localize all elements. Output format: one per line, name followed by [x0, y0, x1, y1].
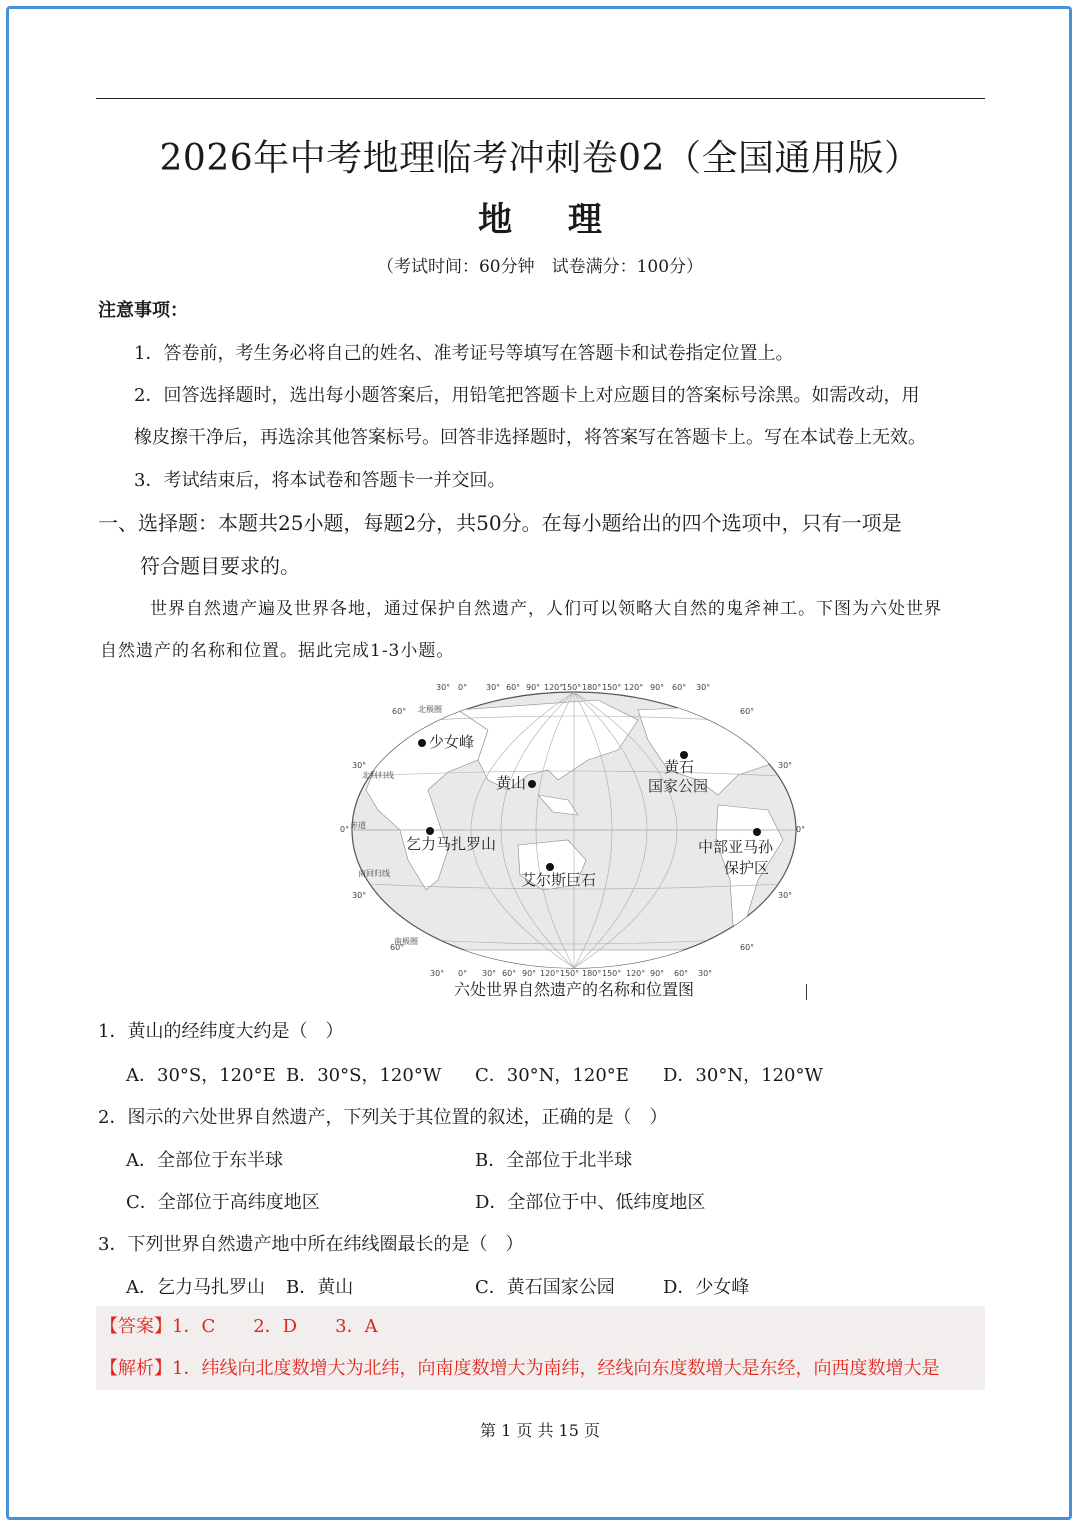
- tick-label: 60°: [502, 969, 517, 978]
- site-label-yellowstone: 黄石: [664, 758, 695, 776]
- question-1-option-d: D．30°N，120°W: [663, 1065, 823, 1086]
- header-rule: [96, 98, 985, 99]
- tropic-capricorn-label: 南回归线: [358, 869, 390, 878]
- lat-label: 60°: [740, 943, 755, 952]
- tick-label: 30°: [482, 969, 497, 978]
- tick-label: 0°: [458, 969, 468, 978]
- tick-label: 150°: [562, 683, 582, 692]
- tick-label: 150°: [560, 969, 580, 978]
- subject-title: 地 理: [478, 200, 624, 240]
- answer-item-3: 3．A: [335, 1316, 378, 1337]
- notice-item-2: 2．回答选择题时，选出每小题答案后，用铅笔把答题卡上对应题目的答案标号涂黑。如需改动，用: [134, 385, 920, 406]
- tick-label: 30°: [696, 683, 711, 692]
- question-3-option-c: C．黄石国家公园: [475, 1277, 615, 1298]
- question-2-option-c: C．全部位于高纬度地区: [126, 1192, 320, 1213]
- world-map-svg: [338, 680, 810, 980]
- intro-text: 世界自然遗产遍及世界各地，通过保护自然遗产，人们可以领略大自然的鬼斧神工。下图为六处世界: [150, 599, 942, 619]
- site-label-yellowstone-2: 国家公园: [648, 777, 709, 795]
- map-top-ticks: [436, 683, 710, 692]
- site-label-amazon: 中部亚马孙: [698, 838, 774, 856]
- tick-label: 120°: [626, 969, 646, 978]
- lat-label: 30°: [352, 761, 367, 770]
- tick-label: 60°: [506, 683, 521, 692]
- exam-info: （考试时间：60分钟 试卷满分：100分）: [376, 257, 704, 277]
- analysis-row: [96, 1348, 985, 1390]
- marker-huangshan: [528, 780, 536, 788]
- tick-label: 120°: [624, 683, 644, 692]
- lat-label: 60°: [390, 943, 405, 952]
- tick-label: 180°: [582, 969, 602, 978]
- question-3-option-d: D．少女峰: [663, 1277, 750, 1298]
- answer-label: 【答案】: [100, 1316, 172, 1337]
- antarctic-circle-label: 南极圈: [394, 937, 418, 946]
- lat-label: 30°: [352, 891, 367, 900]
- site-label-uluru: 艾尔斯巨石: [521, 871, 597, 889]
- equator-label: 赤道: [350, 821, 366, 830]
- answer-item-2: 2．D: [253, 1316, 298, 1337]
- tick-label: 30°: [486, 683, 501, 692]
- answer-row: [96, 1306, 985, 1348]
- tick-label: 60°: [672, 683, 687, 692]
- tick-label: 90°: [526, 683, 541, 692]
- lat-label: 0°: [796, 825, 806, 834]
- text-cursor: [806, 984, 807, 1000]
- page-footer: 第 1 页 共 15 页: [480, 1421, 600, 1440]
- question-1-option-b: B．30°S，120°W: [286, 1065, 442, 1086]
- question-2-option-d: D．全部位于中、低纬度地区: [475, 1192, 706, 1213]
- map-caption: 六处世界自然遗产的名称和位置图: [453, 980, 694, 999]
- question-1-option-c: C．30°N，120°E: [475, 1065, 629, 1086]
- section-heading: 一、选择题：本题共25小题，每题2分，共50分。在每小题给出的四个选项中，只有一项是: [98, 511, 902, 535]
- lat-label: 0°: [340, 825, 350, 834]
- answer-item-1: 1．C: [172, 1316, 216, 1337]
- analysis-label: 【解析】: [100, 1358, 172, 1379]
- tick-label: 150°: [602, 969, 622, 978]
- tick-label: 0°: [458, 683, 468, 692]
- lat-label: 60°: [392, 707, 407, 716]
- marker-kilimanjaro: [426, 827, 434, 835]
- tick-label: 90°: [650, 683, 665, 692]
- exam-title: 2026年中考地理临考冲刺卷02（全国通用版）: [159, 138, 921, 179]
- notice-heading: 注意事项：: [98, 300, 188, 321]
- world-map: [338, 680, 810, 980]
- notice-item-3: 3．考试结束后，将本试卷和答题卡一并交回。: [134, 470, 506, 491]
- notice-item-2-cont: 橡皮擦干净后，再选涂其他答案标号。回答非选择题时，将答案写在答题卡上。写在本试卷上无效。: [134, 427, 926, 448]
- question-3-option-b: B．黄山: [286, 1277, 354, 1298]
- tick-label: 30°: [430, 969, 445, 978]
- tick-label: 30°: [698, 969, 713, 978]
- question-2-option-a: A．全部位于东半球: [126, 1150, 283, 1171]
- tick-label: 150°: [602, 683, 622, 692]
- lat-label: 60°: [740, 707, 755, 716]
- site-label-huangshan: 黄山: [496, 774, 527, 792]
- intro-text-cont: 自然遗产的名称和位置。据此完成1-3小题。: [100, 641, 455, 661]
- arctic-circle-label: 北极圈: [418, 705, 442, 714]
- tick-label: 180°: [582, 683, 602, 692]
- lat-label: 30°: [778, 891, 793, 900]
- question-3-option-a: A．乞力马扎罗山: [126, 1277, 265, 1298]
- tick-label: 30°: [436, 683, 451, 692]
- tick-label: 120°: [540, 969, 560, 978]
- marker-amazon: [753, 828, 761, 836]
- site-label-jungfrau: 少女峰: [429, 733, 475, 751]
- question-1-option-a: A．30°S，120°E: [126, 1065, 276, 1086]
- tropic-cancer-label: 北回归线: [362, 771, 394, 780]
- notice-item-1: 1．答卷前，考生务必将自己的姓名、准考证号等填写在答题卡和试卷指定位置上。: [134, 343, 794, 364]
- analysis-text: 1．纬线向北度数增大为北纬，向南度数增大为南纬，经线向东度数增大是东经，向西度数增大是: [172, 1358, 940, 1379]
- question-3-stem: 3．下列世界自然遗产地中所在纬线圈最长的是（ ）: [98, 1234, 524, 1255]
- site-label-amazon-2: 保护区: [724, 859, 770, 877]
- site-label-kilimanjaro: 乞力马扎罗山: [406, 835, 497, 853]
- section-heading-cont: 符合题目要求的。: [140, 554, 300, 578]
- tick-label: 90°: [650, 969, 665, 978]
- lat-label: 30°: [778, 761, 793, 770]
- question-1-stem: 1．黄山的经纬度大约是（ ）: [98, 1021, 344, 1042]
- tick-label: 90°: [522, 969, 537, 978]
- marker-uluru: [546, 863, 554, 871]
- marker-jungfrau: [418, 739, 426, 747]
- question-2-stem: 2．图示的六处世界自然遗产，下列关于其位置的叙述，正确的是（ ）: [98, 1107, 668, 1128]
- tick-label: 60°: [674, 969, 689, 978]
- tick-label: 120°: [544, 683, 564, 692]
- question-2-option-b: B．全部位于北半球: [475, 1150, 633, 1171]
